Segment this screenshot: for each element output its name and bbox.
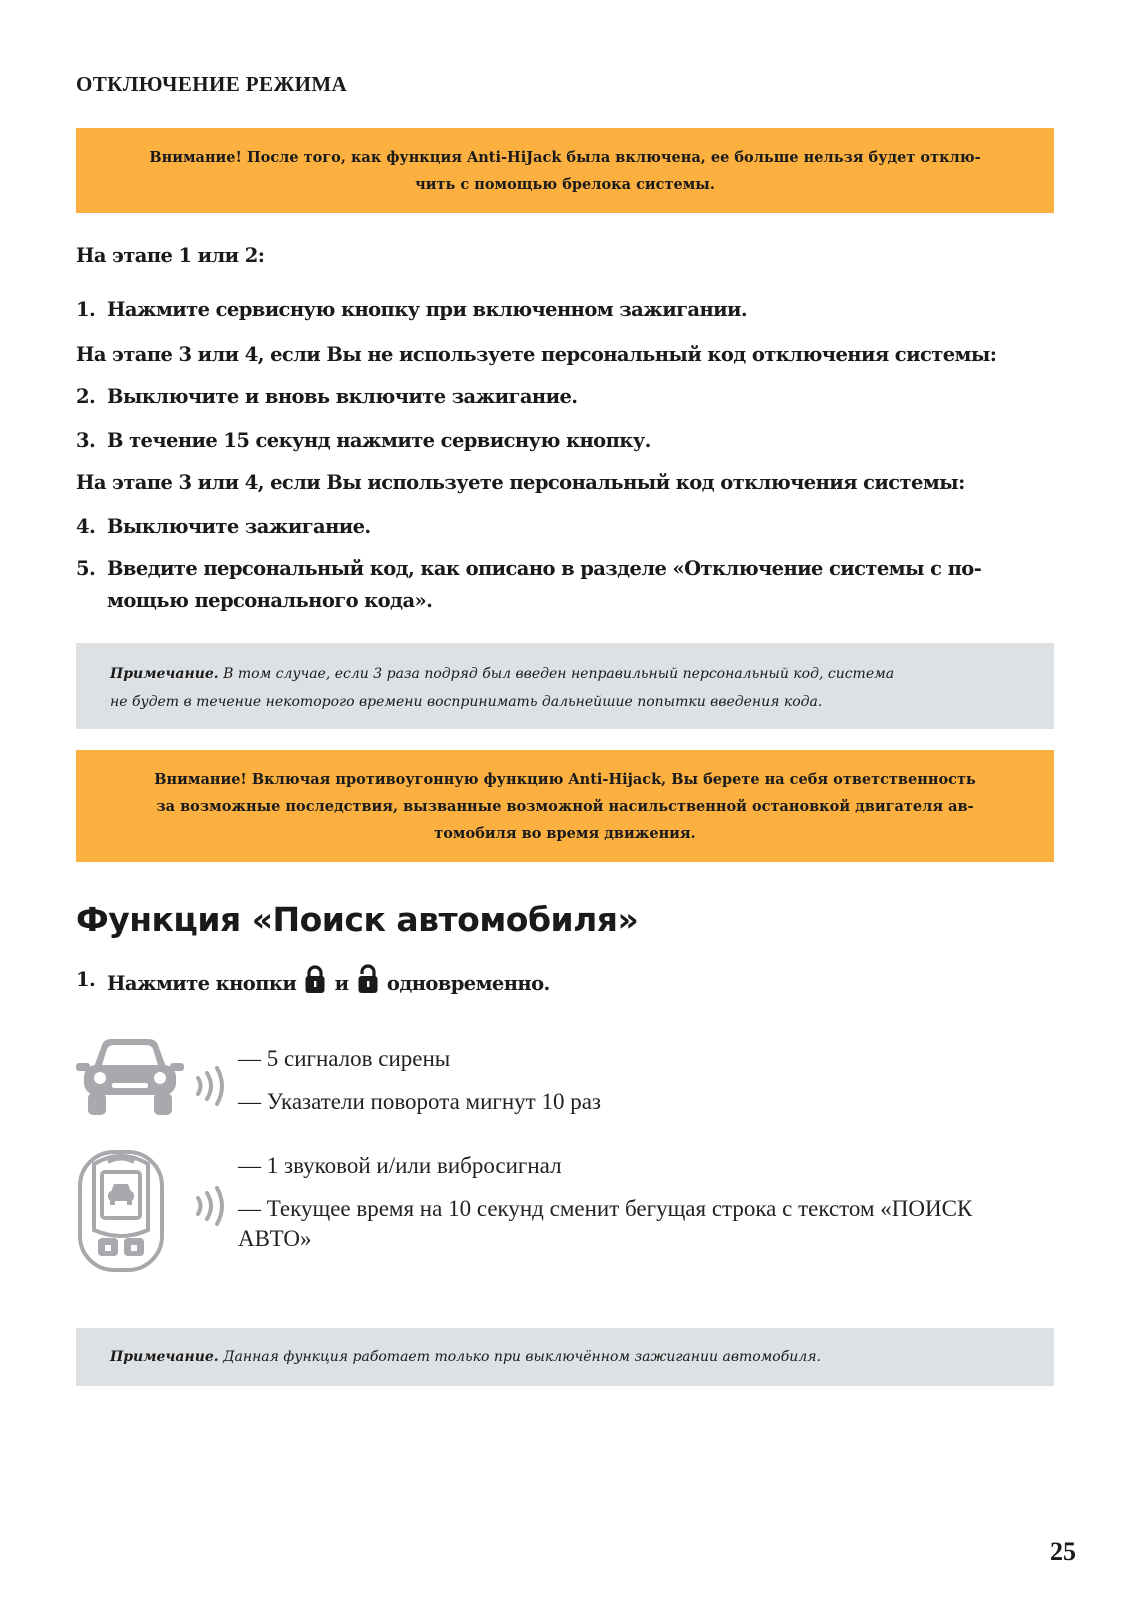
car-icon (76, 1037, 184, 1119)
step-text: Выключите зажигание. (107, 515, 371, 538)
note-box (76, 643, 1054, 729)
step-text (107, 553, 1107, 617)
effect-text: — Текущее время на 10 секунд сменит бегущая строка с текстом «ПОИСК (238, 1196, 973, 1221)
warning-line: Внимание! После того, как функция Anti-HiJack была включена, ее больше нельзя будет отклю- (149, 149, 981, 166)
note-text: Данная функция работает только при выключённом зажигании автомобиля. (218, 1349, 821, 1365)
step-number: 1. (76, 298, 96, 321)
step-text-after: одновременно. (386, 972, 550, 995)
stage-heading: На этапе 3 или 4, если Вы не используете персональный код отключения системы: (76, 343, 997, 366)
warning-box (76, 128, 1054, 213)
step-text-before: Нажмите кнопки (107, 972, 297, 995)
step-number: 5. (76, 557, 96, 580)
effect-text: — 1 звуковой и/или вибросигнал (238, 1153, 562, 1178)
stage-heading: На этапе 1 или 2: (76, 244, 265, 267)
signal-waves-icon (194, 1066, 228, 1106)
section-heading: Функция «Поиск автомобиля» (76, 900, 639, 939)
warning-line: Внимание! Включая противоугонную функцию Anti-Hijack, Вы берете на себя ответственность (154, 771, 976, 788)
page-number: 25 (1050, 1537, 1076, 1566)
note-text: В том случае, если 3 раза подряд был введен неправильный персональный код, система (218, 666, 895, 682)
lock-open-icon (357, 964, 379, 994)
note-box (76, 1328, 1054, 1386)
key-fob-icon (78, 1150, 164, 1272)
note-label: Примечание. (110, 1349, 219, 1365)
lock-closed-icon (304, 964, 326, 994)
warning-line: чить с помощью брелока системы. (415, 176, 715, 193)
step-text-and: и (334, 972, 349, 995)
section-title: ОТКЛЮЧЕНИЕ РЕЖИМА (76, 72, 348, 96)
step-number: 1. (76, 968, 96, 991)
note-label: Примечание. (110, 666, 219, 682)
step-text (107, 964, 1107, 1000)
warning-line: томобиля во время движения. (434, 825, 696, 842)
stage-heading: На этапе 3 или 4, если Вы используете персональный код отключения системы: (76, 471, 965, 494)
effect-text: — Указатели поворота мигнут 10 раз (238, 1089, 601, 1114)
step-text-line: мощью персонального кода». (107, 589, 433, 612)
warning-box (76, 750, 1054, 862)
note-text: не будет в течение некоторого времени воспринимать дальнейшие попытки введения кода. (110, 694, 823, 710)
signal-waves-icon (194, 1186, 228, 1226)
step-number: 3. (76, 429, 96, 452)
step-text: В течение 15 секунд нажмите сервисную кнопку. (107, 429, 651, 452)
step-text: Выключите и вновь включите зажигание. (107, 385, 578, 408)
effect-text: АВТО» (238, 1226, 312, 1251)
step-text-line: Введите персональный код, как описано в разделе «Отключение системы с по- (107, 557, 982, 580)
warning-line: за возможные последствия, вызванные возможной насильственной остановкой двигателя ав- (156, 798, 974, 815)
step-number: 4. (76, 515, 96, 538)
step-number: 2. (76, 385, 96, 408)
effect-text: — 5 сигналов сирены (238, 1046, 451, 1071)
step-text: Нажмите сервисную кнопку при включенном зажигании. (107, 298, 748, 321)
